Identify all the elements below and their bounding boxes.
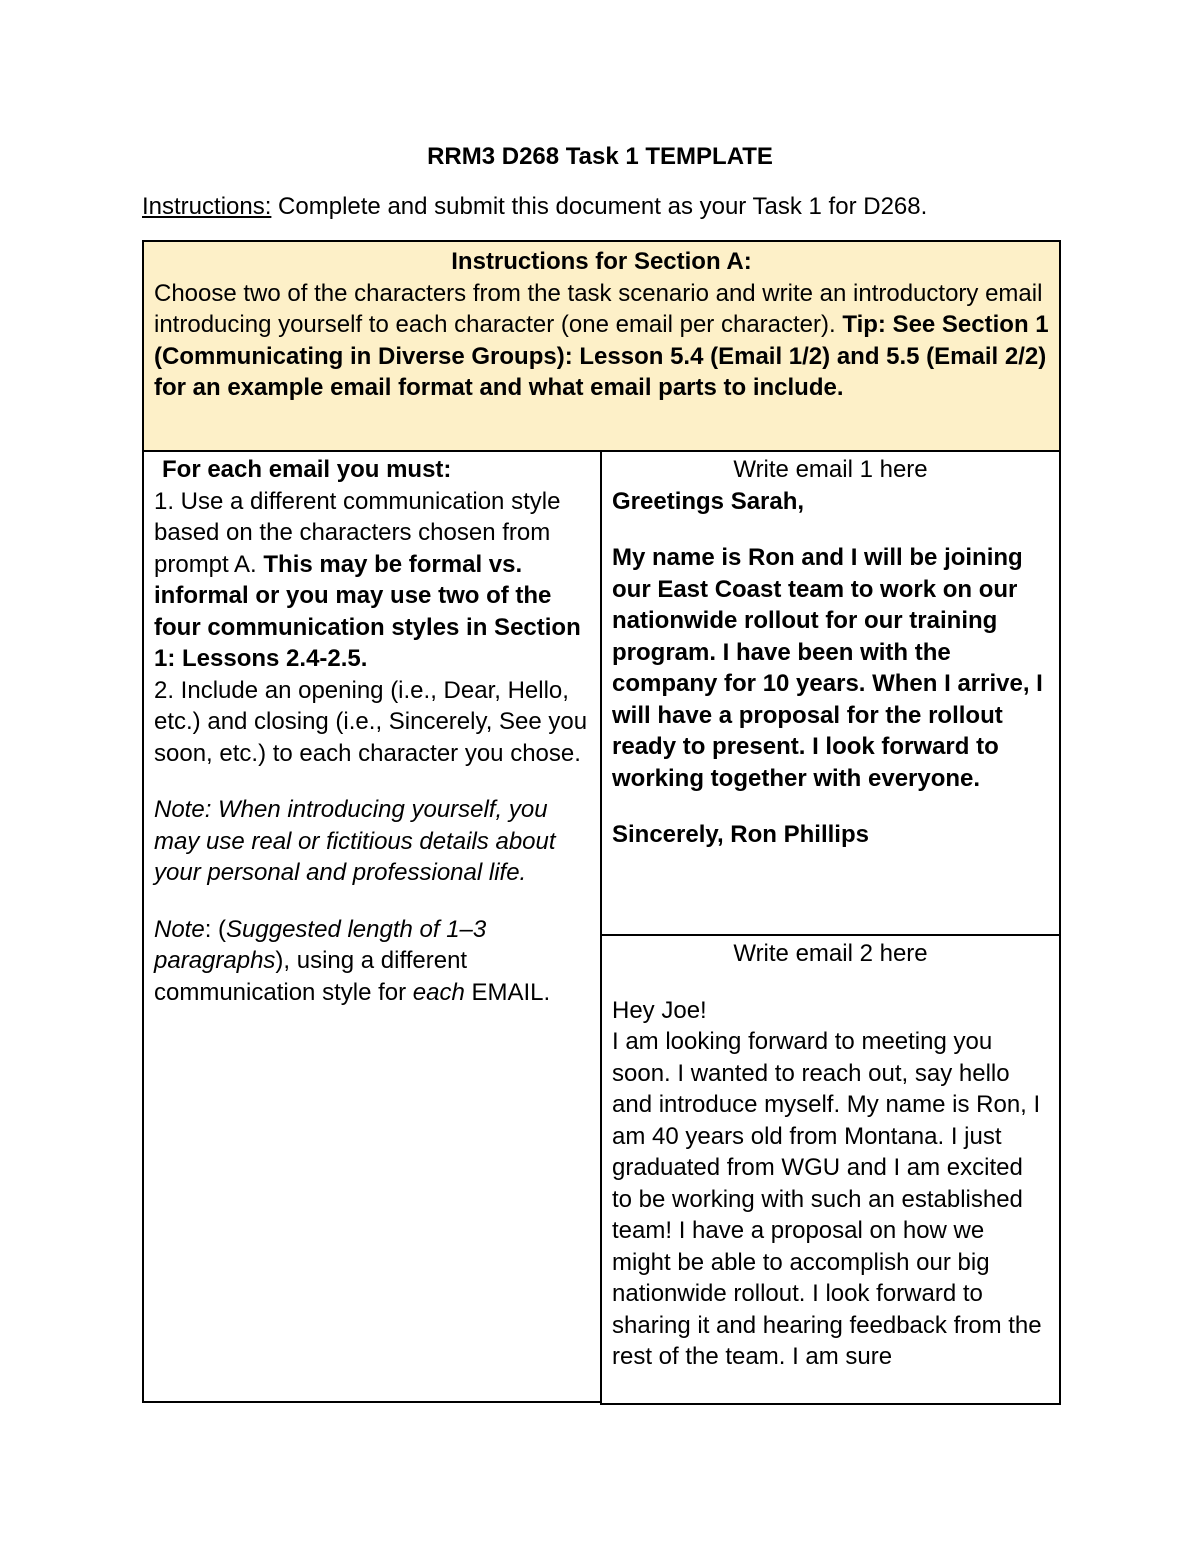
email-1-body: My name is Ron and I will be joining our East Coast team to work on our nationwide rollout for our training program. I have been with the company for 10 years. When I arrive, I will have a proposal for the rollout ready to present. I look forward to working together with everyone. bbox=[612, 544, 1043, 792]
requirement-item-1-plain: 1. Use a different communication style based on the characters chosen from prompt A. bbox=[154, 487, 561, 578]
note-paren-open: : ( bbox=[204, 915, 227, 943]
section-a-instructions-box bbox=[142, 240, 1061, 452]
note-style-text: ), using a different communication style for bbox=[154, 947, 468, 1006]
requirements-cell bbox=[142, 450, 602, 1403]
note-each: each bbox=[412, 978, 465, 1006]
note-length: Suggested length of 1–3 paragraphs bbox=[154, 915, 487, 974]
instructions-line bbox=[142, 192, 927, 222]
spacer bbox=[154, 889, 592, 914]
email-1-cell[interactable] bbox=[600, 450, 1061, 936]
requirement-item-1-bold: This may be formal vs. informal or you may use two of the four communication styles in Section 1: Lessons 2.4-2.5. bbox=[154, 550, 581, 672]
note-suggested-length bbox=[154, 914, 592, 1009]
email-1-label: Write email 1 here bbox=[733, 456, 928, 483]
email-2-body: I am looking forward to meeting you soon. I wanted to reach out, say hello and introduce myself. My name is Ron, I am 40 years old from Montana. I just graduated from WGU and I am excited to be working with such an established team! I have a proposal on how we might be able to accomplish our big nationwide rollout. I look forward to sharing it and hearing feedback from the rest of the team. I am sure bbox=[612, 1028, 1042, 1370]
email-1-greeting: Greetings Sarah, bbox=[612, 487, 805, 515]
spacer bbox=[612, 970, 1049, 995]
requirement-item-2: 2. Include an opening (i.e., Dear, Hello, etc.) and closing (i.e., Sincerely, See you soon, etc.) to each character you chose. bbox=[154, 676, 588, 767]
requirement-item-1 bbox=[154, 486, 592, 675]
email-1-closing: Sincerely, Ron Phillips bbox=[612, 821, 869, 848]
note-label: Note bbox=[154, 915, 205, 943]
document-title: RRM3 D268 Task 1 TEMPLATE bbox=[427, 143, 773, 170]
spacer bbox=[612, 794, 1049, 819]
spacer bbox=[154, 769, 592, 794]
section-a-body bbox=[154, 278, 1049, 404]
email-2-label: Write email 2 here bbox=[733, 940, 928, 967]
email-2-greeting: Hey Joe! bbox=[612, 996, 707, 1024]
note-personal-details: Note: When introducing yourself, you may use real or fictitious details about your personal and professional life. bbox=[154, 796, 556, 886]
section-a-body-plain: Choose two of the characters from the task scenario and write an introductory email introducing yourself to each character (one email per character). bbox=[154, 279, 1043, 338]
note-email: EMAIL. bbox=[464, 978, 551, 1006]
spacer bbox=[612, 517, 1049, 542]
instructions-text: Complete and submit this document as your Task 1 for D268. bbox=[271, 193, 928, 220]
requirements-heading: For each email you must: bbox=[162, 456, 452, 483]
section-a-title: Instructions for Section A: bbox=[451, 248, 752, 275]
section-a-tip: Tip: See Section 1 (Communicating in Diverse Groups): Lesson 5.4 (Email 1/2) and 5.5 (Email 2/2) for an example email format and what email parts to include. bbox=[154, 311, 1049, 401]
email-2-cell[interactable] bbox=[600, 934, 1061, 1405]
instructions-label: Instructions: bbox=[142, 193, 272, 220]
